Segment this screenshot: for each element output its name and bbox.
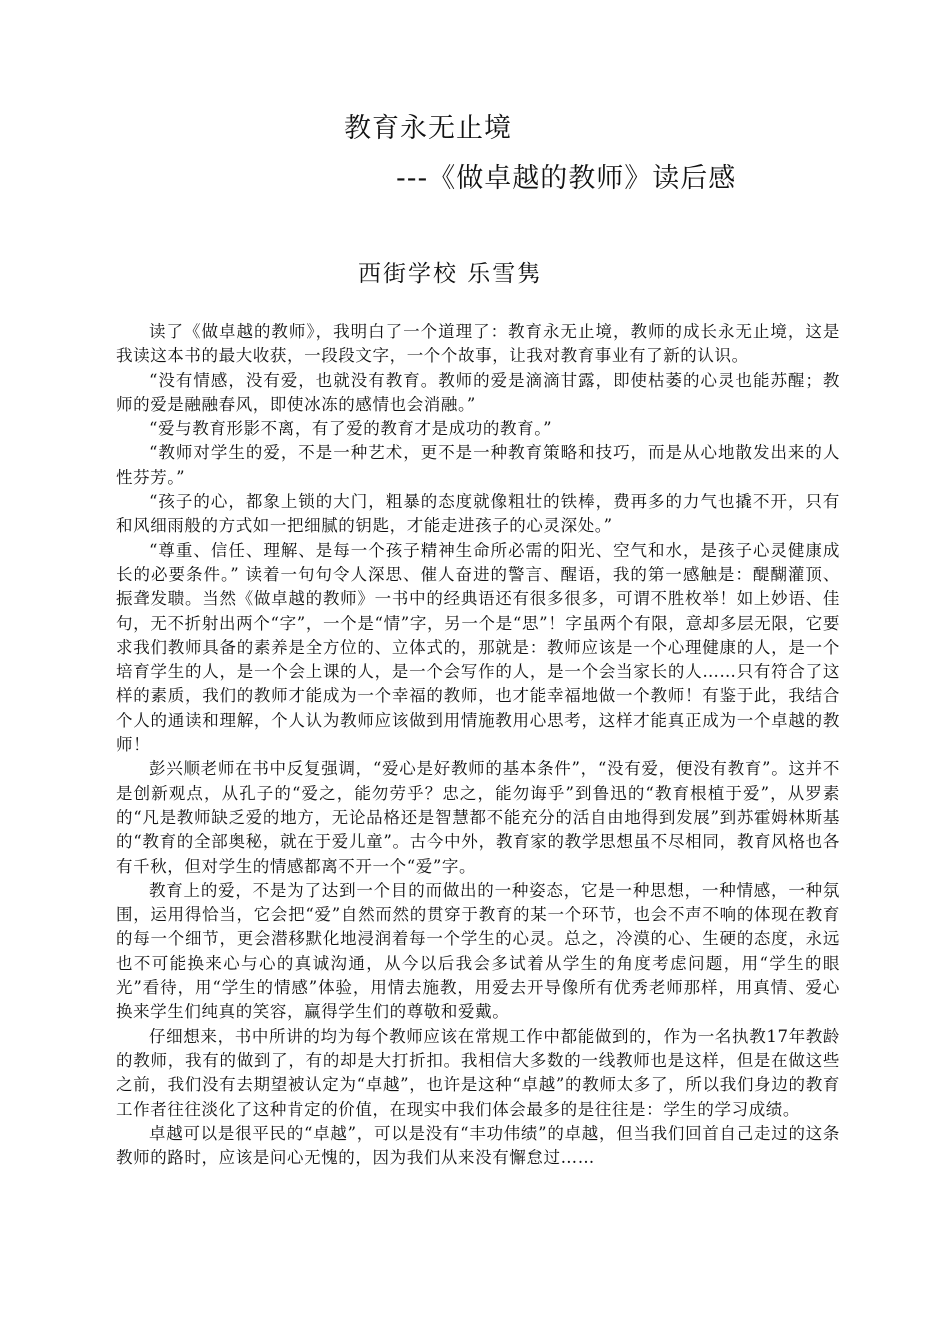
paragraph: “爱与教育形影不离，有了爱的教育才是成功的教育。” [149, 419, 553, 439]
paragraph: 卓越可以是很平民的“卓越”，可以是没有“丰功伟绩”的卓越，但当我们回首自己走过的这条教师的路时，应该是问心无愧的，因为我们从来没有懈怠过…… [116, 1123, 840, 1168]
paragraph: 彭兴顺老师在书中反复强调，“爱心是好教师的基本条件”，“没有爱，便没有教育”。这并不是创新观点，从孔子的“爱之，能勿劳乎？忠之，能勿诲乎”到鲁迅的“教育根植于爱”，从罗素的“凡是教师缺乏爱的地方，无论品格还是智慧都不能充分的活自由地得到发展”到苏霍姆林斯基的“教育的全部奥秘，就在于爱儿童”。古今中外，教育家的教学思想虽不尽相同，教育风格也各有千秋，但对学生的情感都离不开一个“爱”字。 [116, 759, 840, 876]
paragraph: “尊重、信任、理解、是每一个孩子精神生命所必需的阳光、空气和水，是孩子心灵健康成长的必要条件。” 读着一句句令人深思、催人奋进的警言、醒语，我的第一感触是：醍醐灌顶、振聋发聩。当然《做卓越的教师》一书中的经典语还有很多很多，可谓不胜枚举！如上妙语、佳句，无不折射出两个“字”，一个是“情”字，另一个是“思”！字虽两个有限，意却多层无限，它要求我们教师具备的素养是全方位的、立体式的，那就是：教师应该是一个心理健康的人，是一个培育学生的人，是一个会上课的人，是一个会写作的人，是一个会当家长的人……只有符合了这样的素质，我们的教师才能成为一个幸福的教师，也才能幸福地做一个教师！有鉴于此，我结合个人的通读和理解，个人认为教师应该做到用情施教用心思考，这样才能真正成为一个卓越的教师！ [116, 540, 840, 755]
paragraph: “孩子的心，都象上锁的大门，粗暴的态度就像粗壮的铁棒，费再多的力气也撬不开，只有和风细雨般的方式如一把细腻的钥匙，才能走进孩子的心灵深处。” [116, 492, 840, 536]
body-text [116, 320, 840, 1170]
document-title: 教育永无止境 [344, 113, 512, 144]
author-line: 西街学校 乐雪隽 [358, 261, 543, 287]
paragraph: “教师对学生的爱，不是一种艺术，更不是一种教育策略和技巧，而是从心地散发出来的人性芬芳。” [116, 443, 840, 487]
paragraph: 读了《做卓越的教师》，我明白了一个道理了：教育永无止境，教师的成长永无止境，这是我读这本书的最大收获，一段段文字，一个个故事，让我对教育事业有了新的认识。 [116, 322, 840, 366]
paragraph: 仔细想来，书中所讲的均为每个教师应该在常规工作中都能做到的，作为一名执教17年教龄的教师，我有的做到了，有的却是大打折扣。我相信大多数的一线教师也是这样，但是在做这些之前，我们没有去期望被认定为“卓越”，也许是这种“卓越”的教师太多了，所以我们身边的教育工作者往往淡化了这种肯定的价值，在现实中我们体会最多的是往往是：学生的学习成绩。 [116, 1026, 840, 1119]
paragraph: “没有情感，没有爱，也就没有教育。教师的爱是滴滴甘露，即使枯萎的心灵也能苏醒；教师的爱是融融春风，即使冰冻的感情也会消融。” [116, 370, 840, 414]
paragraph: 教育上的爱，不是为了达到一个目的而做出的一种姿态，它是一种思想，一种情感，一种氛围，运用得恰当，它会把“爱”自然而然的贯穿于教育的某一个环节，也会不声不响的体现在教育的每一个细节，更会潜移默化地浸润着每一个学生的心灵。总之，冷漠的心、生硬的态度，永远也不可能换来心与心的真诚沟通，从今以后我会多试着从学生的角度考虑问题，用“学生的眼光”看待，用“学生的情感”体验，用情去施教，用爱去开导像所有优秀老师那样，用真情、爱心换来学生们纯真的笑容，赢得学生们的尊敬和爱戴。 [116, 880, 840, 1022]
document-subtitle: ---《做卓越的教师》读后感 [396, 163, 737, 194]
